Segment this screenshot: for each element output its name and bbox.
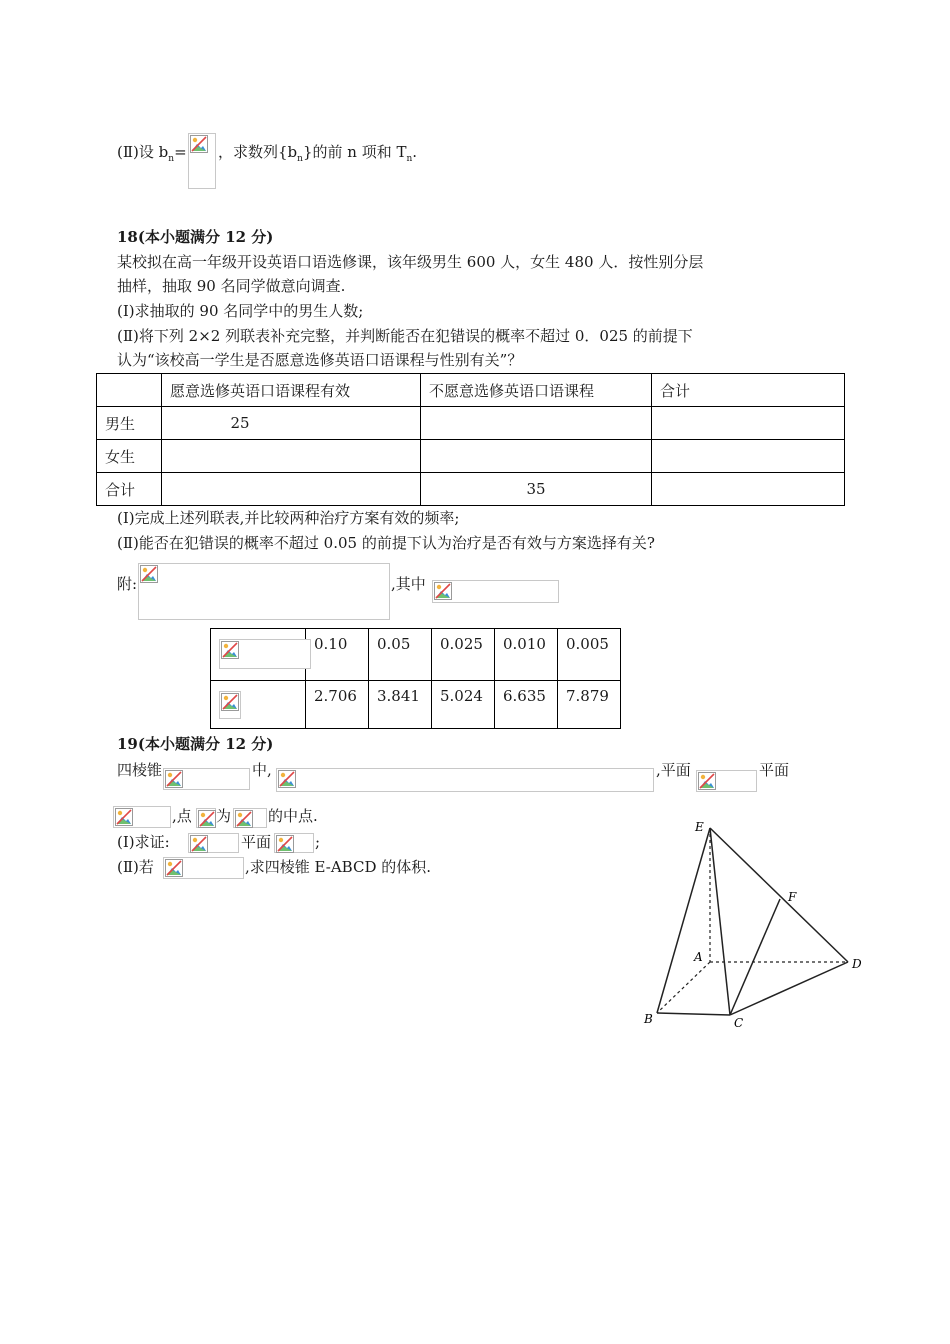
formula-image [196,808,216,828]
vertex-label-f: F [788,890,797,904]
table-row: 2.706 3.841 5.024 6.635 7.879 [211,681,621,729]
q19-heading: 19(本小题满分 12 分) [117,735,274,753]
formula-image [188,133,216,189]
formula-image [696,770,757,792]
q19-text: 中, [252,761,272,779]
vertex-label-a: A [694,950,703,964]
q19-text: 四棱锥 [117,761,163,779]
q18-line6: (Ⅰ)完成上述列联表,并比较两种治疗方案有效的频率; [117,509,460,527]
q19-text: 为 [216,807,232,825]
formula-image [138,563,390,620]
broken-image-icon [221,693,239,711]
broken-image-icon [276,835,294,853]
q17-part2-line: (Ⅱ)设 $b_n=$ [117,143,187,164]
vertex-label-c: C [734,1016,744,1030]
q19-text: ; [315,833,321,851]
formula-image [219,639,311,669]
q18-heading: 18(本小题满分 12 分) [117,228,274,246]
broken-image-icon [165,770,183,788]
formula-image [276,768,654,792]
q19-text: 的中点. [268,807,318,825]
broken-image-icon [115,808,133,826]
appendix-label: 附: [117,575,138,593]
table-row: 男生 25 [97,407,845,440]
q18-line5: 认为“该校高一学生是否愿意选修英语口语课程与性别有关”？ [117,351,523,369]
broken-image-icon [165,859,183,877]
formula-image [113,806,171,828]
broken-image-icon [198,810,216,828]
vertex-label-b: B [644,1012,653,1026]
table-row: 合计 35 [97,473,845,506]
q17-part2-tail: ，求数列$\{b_n\}$的前 n 项和 $T_n$. [218,143,418,164]
q19-text: ,求四棱锥 E-ABCD 的体积. [245,858,432,876]
formula-image [163,857,244,879]
k-critical-table [210,628,621,729]
broken-image-icon [140,565,158,583]
contingency-table [96,373,845,506]
broken-image-icon [235,810,253,828]
table-row: 女生 [97,440,845,473]
broken-image-icon [278,770,296,788]
q19-text: 平面 [241,833,272,851]
formula-image [274,833,314,853]
formula-image [188,833,239,853]
vertex-label-d: D [852,957,862,971]
table-row: 0.10 0.05 0.025 0.010 0.005 [211,629,621,681]
formula-image [163,768,250,790]
q18-line1: 某校拟在高一年级开设英语口语选修课，该年级男生 600 人，女生 480 人．按性别分层 [117,253,704,271]
appendix-mid: ,其中 [391,575,426,593]
q18-line4: (Ⅱ)将下列 2×2 列联表补充完整，并判断能否在犯错误的概率不超过 0．025 的前提下 [117,327,693,345]
broken-image-icon [190,135,208,153]
q19-text: ,点 [172,807,192,825]
broken-image-icon [434,582,452,600]
q19-text: (Ⅱ)若 [117,858,154,876]
q19-text: ,平面 [656,761,691,779]
q18-line3: (I)求抽取的 90 名同学中的男生人数; [117,302,364,320]
q18-line2: 抽样，抽取 90 名同学做意向调查. [117,277,346,295]
formula-image [432,580,559,603]
q18-line7: (Ⅱ)能否在犯错误的概率不超过 0.05 的前提下认为治疗是否有效与方案选择有关? [117,534,655,552]
broken-image-icon [190,835,208,853]
q19-text: 平面 [759,761,790,779]
formula-image [219,691,241,719]
formula-image [233,808,267,828]
vertex-label-e: E [695,820,704,834]
broken-image-icon [698,772,716,790]
q19-text: (Ⅰ)求证: [117,833,170,851]
broken-image-icon [221,641,239,659]
pyramid-figure [640,815,870,1035]
table-header-row: 愿意选修英语口语课程有效 不愿意选修英语口语课程 合计 [97,374,845,407]
